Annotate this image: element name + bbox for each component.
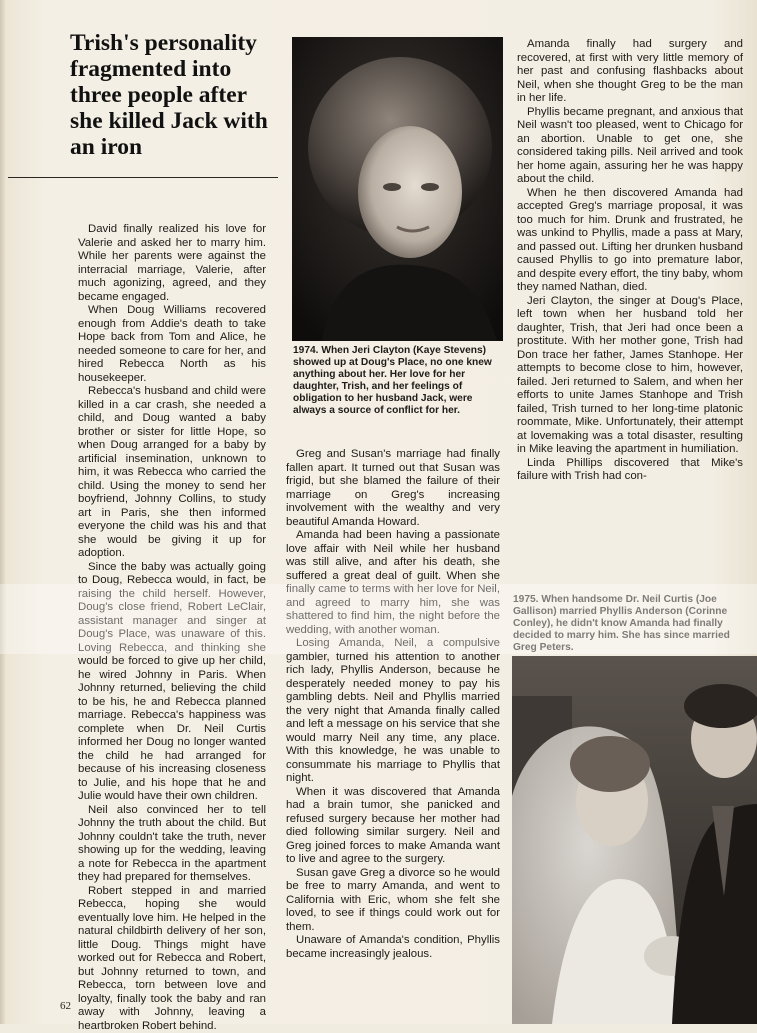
paragraph: When Doug Williams recovered enough from Addie's death to take Hope back from Tom and Alice, he needed someone to care for her, and hired Rebecca North as his housekeeper. — [78, 304, 266, 385]
photo-caption: 1974. When Jeri Clayton (Kaye Stevens) showed up at Doug's Place, no one knew anything about her. Her love for her daughter, Trish, and her feelings of obligation to her husband Jack, were always a source of conflict for her. — [293, 345, 503, 417]
paragraph: Losing Amanda, Neil, a compulsive gambler, turned his attention to another rich lady, Phyllis Anderson, because he desperately needed money to pay his gambling debts. Neil and Phyllis married the very night that Amanda finally called and left a message on his service that she would marry Neil any time, any place. With this knowledge, he was unable to consummate his marriage to Phyllis that night. — [286, 637, 500, 786]
page-number: 62 — [60, 1000, 71, 1012]
paragraph: Rebecca's husband and child were killed in a car crash, she needed a child, and Doug wanted a baby brother or sister for little Hope, so when Doug arranged for a baby by artificial insemination, unknown to him, it was Rebecca who carried the child. Using the money to send her boyfriend, Johnny Collins, to study art in Paris, she then informed everyone the child was his and that she would be giving it up for adoption. — [78, 385, 266, 561]
paragraph: Jeri Clayton, the singer at Doug's Place, left town when her husband told her daughter, Trish, that Jeri had once been a prostitute. With her mother gone, Trish had Don trace her father, James Stanhope. Her attempts to become close to him, however, failed. Jeri returned to Salem, and when her efforts to unite James Stanhope and Trish failed, Trish turned to her long-time platonic roommate, Mike. Unfortunately, their attempt at lovemaking was a total disaster, resulting in Mike leaving the apartment in humiliation. — [517, 295, 743, 457]
headline-rule — [8, 177, 278, 178]
portrait-photo-drawing — [292, 37, 503, 341]
paragraph: Unaware of Amanda's condition, Phyllis became increasingly jealous. — [286, 934, 500, 961]
paragraph: Amanda had been having a passionate love affair with Neil while her husband was still alive, and after his death, she suffered a great deal of guilt. When she finally came to terms with her love for Neil, and agreed to marry him, she was shattered to find him, the night before the wedding, with another woman. — [286, 529, 500, 637]
paragraph: Robert stepped in and married Rebecca, hoping she would eventually love him. He helped in the natural childbirth delivery of her son, little Doug. Things might have worked out for Rebecca and Robert, but Johnny returned to town, and Rebecca, torn between love and loyalty, finally took the baby and ran away with Johnny, leaving a heartbroken Robert behind. — [78, 885, 266, 1033]
paragraph: Linda Phillips discovered that Mike's failure with Trish had con- — [517, 457, 743, 484]
wedding-photo-drawing — [512, 656, 757, 1024]
paragraph: David finally realized his love for Valerie and asked her to marry him. While her parents were against the interracial marriage, Valerie, after much agonizing, agreed, and they became engaged. — [78, 223, 266, 304]
photo-wedding — [512, 656, 757, 1024]
paragraph: Susan gave Greg a divorce so he would be free to marry Amanda, and went to California with Eric, whom she felt she loved, to see if things could work out for them. — [286, 867, 500, 935]
text-column-2 — [286, 448, 500, 961]
paragraph: When he then discovered Amanda had accepted Greg's marriage proposal, it was too much for him. Drunk and frustrated, he was unkind to Phyllis, made a pass at Mary, and passed out. Lifting her drunken husband caused Phyllis to go into premature labor, and despite every effort, the tiny baby, whom they named Nathan, died. — [517, 187, 743, 295]
headline: Trish's personality fragmented into three people after she killed Jack with an iron — [70, 30, 285, 160]
paragraph: Amanda finally had surgery and recovered, at first with very little memory of her past and confusing flashbacks about Neil, when she thought Greg to be the man in her life. — [517, 38, 743, 106]
paragraph: Phyllis became pregnant, and anxious that Neil wasn't too pleased, went to Chicago for an abortion. Unable to get one, she considered taking pills. Neil arrived and took her home again, assuring her he was happy about the child. — [517, 106, 743, 187]
page-edge-shadow — [0, 0, 6, 1024]
photo-jeri-clayton — [292, 37, 503, 341]
text-column-1 — [78, 223, 266, 1033]
text-column-3 — [517, 38, 743, 484]
paragraph: Since the baby was actually going to Doug, Rebecca would, in fact, be raising the child herself. However, Doug's close friend, Robert LeClair, assistant manager and singer at Doug's Place, was unaware of this. Loving Rebecca, and thinking she would be forced to give up her child, he wired Johnny in Paris. When Johnny returned, believing the child to be his, he and Rebecca planned marriage. Rebecca's happiness was complete when Dr. Neil Curtis informed her Doug no longer wanted the child he had arranged for because of his increasing closeness to Julie, and his hope that he and Julie would have their own children. — [78, 561, 266, 804]
paragraph: Neil also convinced her to tell Johnny the truth about the child. But Johnny couldn't take the truth, never showing up for the wedding, leaving a note for Rebecca in the apartment they had prepared for themselves. — [78, 804, 266, 885]
paragraph: When it was discovered that Amanda had a brain tumor, she panicked and refused surgery because her mother had died following similar surgery. Neil and Greg joined forces to make Amanda want to live and agree to the surgery. — [286, 786, 500, 867]
photo-caption: 1975. When handsome Dr. Neil Curtis (Joe Gallison) married Phyllis Anderson (Corinne Conley), he didn't know Amanda had finally decided to marry him. She has since married Greg Peters. — [513, 594, 735, 654]
paragraph: Greg and Susan's marriage had finally fallen apart. It turned out that Susan was frigid, but she blamed the failure of their marriage on Greg's increasing involvement with the wealthy and very beautiful Amanda Howard. — [286, 448, 500, 529]
